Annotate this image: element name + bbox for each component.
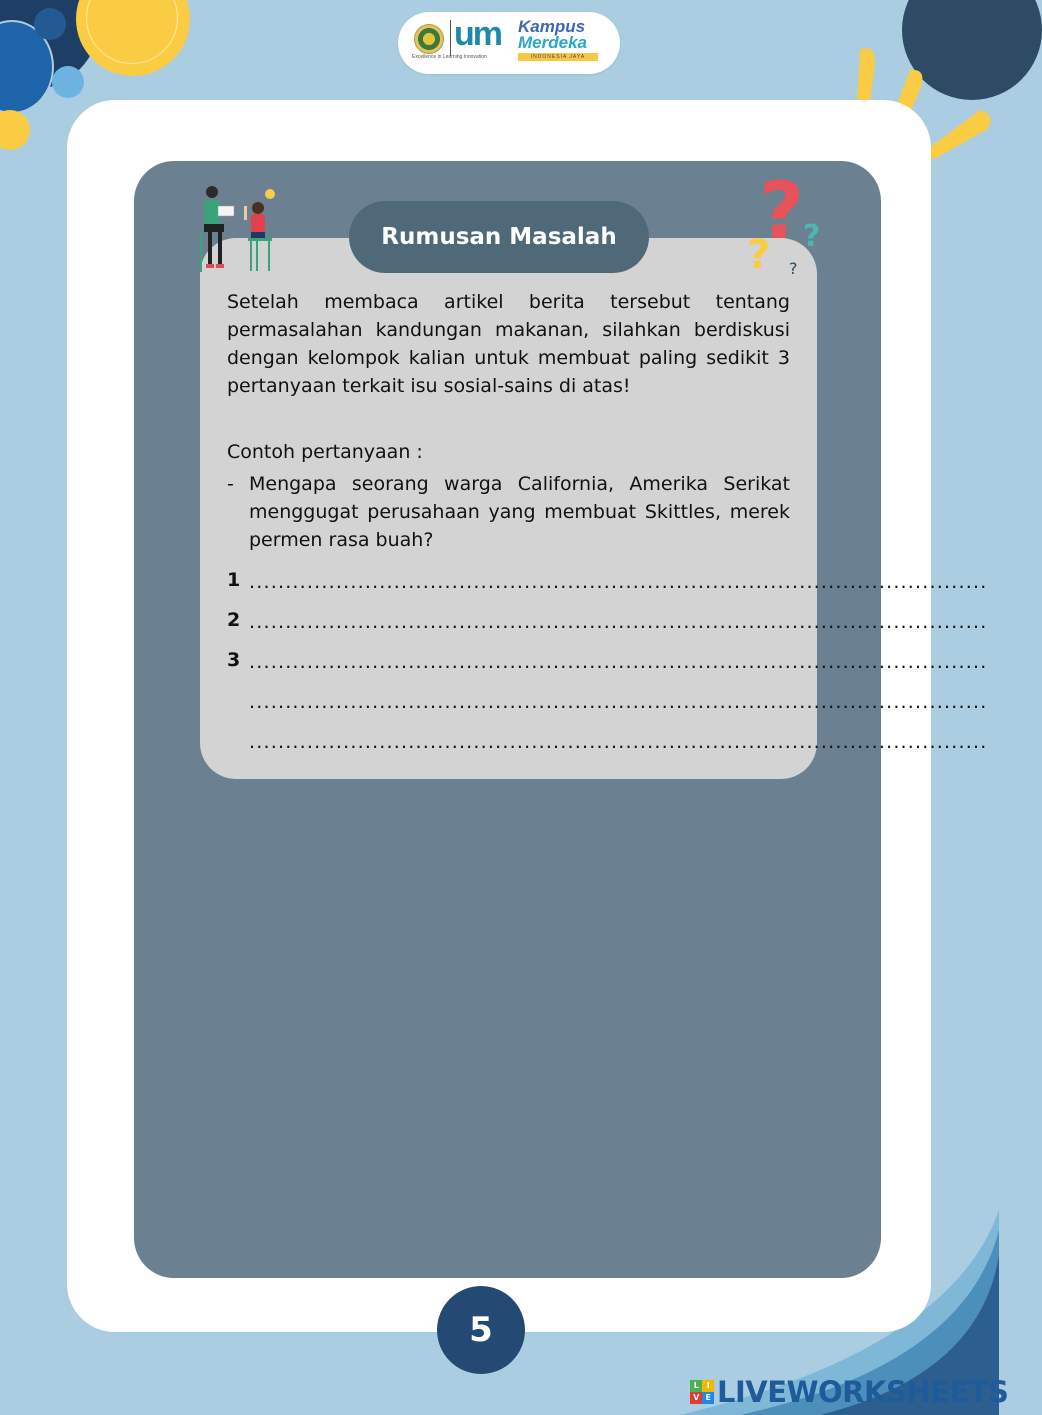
logo-tagline: Excellence in Learning Innovation [412, 54, 487, 60]
kampus-logo-text: Kampus [518, 17, 586, 36]
svg-text:?: ? [759, 167, 805, 257]
section-title: Rumusan Masalah [349, 201, 649, 273]
answer-input-3[interactable] [249, 648, 794, 676]
badge-letter: I [702, 1380, 714, 1392]
dotted-line: ...................................................................................................... [249, 571, 988, 593]
answer-number-1: 1 [227, 569, 241, 591]
svg-text:?: ? [747, 232, 771, 278]
example-label: Contoh pertanyaan : [227, 441, 423, 463]
watermark-text: LIVEWORKSHEETS [717, 1375, 1009, 1409]
answer-input-2[interactable] [249, 608, 794, 636]
indonesia-jaya-banner: INDONESIA JAYA [518, 53, 598, 61]
dotted-line: ...................................................................................................... [249, 651, 988, 673]
svg-text:?: ? [803, 219, 821, 254]
answer-line-1[interactable] [249, 568, 988, 596]
answer-input-5[interactable] [249, 728, 794, 756]
decor-dot-darkblue [34, 8, 66, 40]
decor-dot-lightblue [52, 66, 84, 98]
answer-number-2: 2 [227, 609, 241, 631]
answer-input-4[interactable] [249, 688, 794, 716]
dotted-line: ...................................................................................................... [249, 691, 988, 713]
bullet-dash: - [227, 473, 234, 495]
university-seal-icon [414, 24, 444, 54]
decor-dot-yellow [0, 110, 30, 150]
liveworksheets-watermark [690, 1372, 1008, 1412]
answer-line-5[interactable] [249, 728, 988, 756]
badge-letter: L [690, 1380, 702, 1392]
logo-divider [450, 20, 451, 56]
badge-letter: E [702, 1392, 714, 1404]
answer-number-3: 3 [227, 649, 241, 671]
answer-line-3[interactable] [249, 648, 988, 676]
answer-input-1[interactable] [249, 568, 794, 596]
answer-line-2[interactable] [249, 608, 988, 636]
liveworksheets-badge-icon [690, 1380, 714, 1404]
um-logo-text: um [454, 15, 501, 53]
svg-text:?: ? [789, 259, 798, 278]
teacher-student-illustration [196, 184, 280, 276]
example-question: Mengapa seorang warga California, Amerika Serikat menggugat perusahaan yang membuat Skittles, merek permen rasa buah? [249, 473, 790, 551]
answer-line-4[interactable] [249, 688, 988, 716]
instruction-text: Setelah membaca artikel berita tersebut tentang permasalahan kandungan makanan, silahkan berdiskusi dengan kelompok kalian untuk membuat paling sedikit 3 pertanyaan terkait isu sosial-sains di atas! [227, 291, 790, 397]
dotted-line: ...................................................................................................... [249, 731, 988, 753]
question-marks-icon [745, 168, 837, 280]
merdeka-logo-text: Merdeka [518, 33, 587, 52]
dotted-line: ...................................................................................................... [249, 611, 988, 633]
page-number: 5 [437, 1286, 525, 1374]
header-logo [398, 12, 620, 74]
badge-letter: V [690, 1392, 702, 1404]
